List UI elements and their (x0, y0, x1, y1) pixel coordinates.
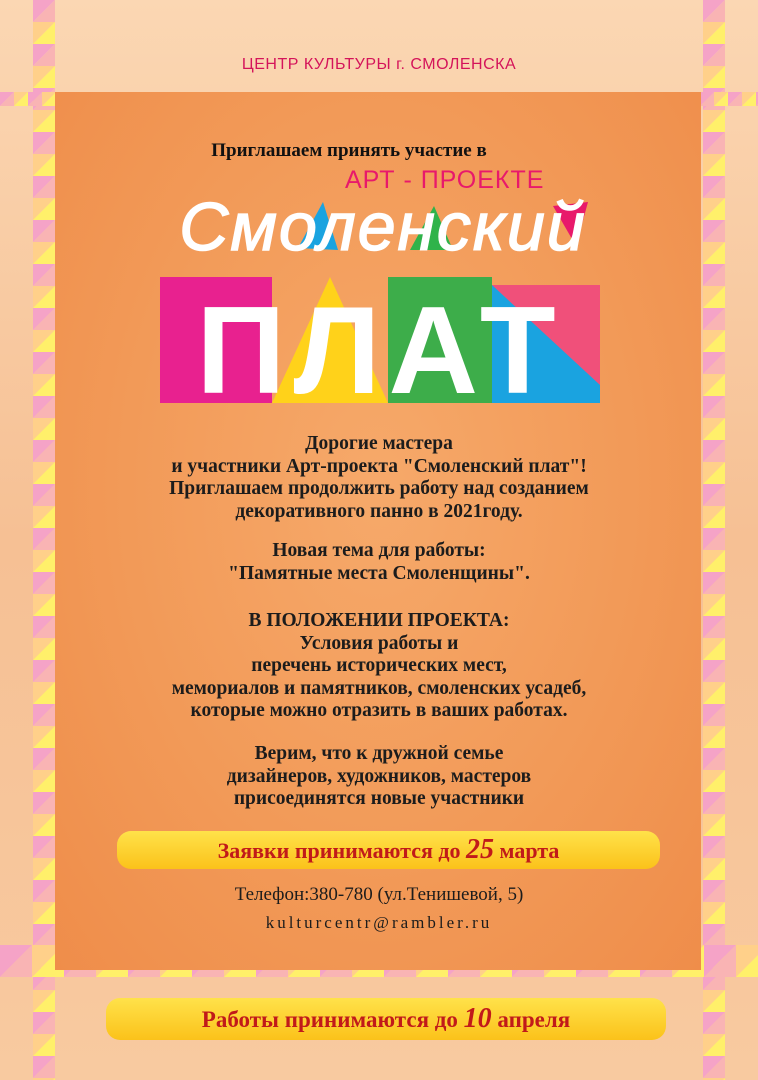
deadline-month: апреля (497, 1007, 571, 1032)
closing-line: дизайнеров, художников, мастеров (226, 765, 532, 787)
title-plat (160, 275, 600, 405)
theme-block (60, 540, 698, 585)
theme-line: Новая тема для работы: (272, 540, 486, 561)
greeting-block (60, 433, 698, 523)
title-smolensky-graphic (148, 188, 618, 264)
regulation-heading: В ПОЛОЖЕНИИ ПРОЕКТА: (248, 610, 510, 631)
deadline-prefix: Заявки принимаются до (217, 838, 461, 863)
applications-deadline-badge (117, 831, 660, 869)
deadline-day: 25 (466, 834, 495, 865)
deadline-month: марта (499, 838, 560, 863)
invite-text: Приглашаем принять участие в (211, 140, 487, 161)
regulation-line: мемориалов и памятников, смоленских усадеб, (171, 677, 587, 699)
regulation-line: которые можно отразить в ваших работах. (190, 700, 568, 721)
deadline-day: 10 (463, 1003, 492, 1034)
closing-block (60, 743, 698, 811)
art-project-label: АРТ - ПРОЕКТЕ (345, 166, 545, 194)
deadline-prefix: Работы принимаются до (201, 1007, 458, 1032)
title-smolensky (148, 188, 618, 264)
organization-header: ЦЕНТР КУЛЬТУРЫ г. СМОЛЕНСКА (241, 56, 517, 73)
title-word-1: Смоленский (179, 189, 587, 264)
title-word-2: ПЛАТ (196, 282, 564, 405)
greeting-line: Дорогие мастера (305, 433, 453, 454)
closing-line: присоединятся новые участники (233, 788, 525, 809)
phone-address: Телефон:380-780 (ул.Тенишевой, 5) (234, 884, 524, 905)
greeting-line: Приглашаем продолжить работу над созданием (169, 478, 589, 499)
regulation-block (60, 610, 698, 723)
works-deadline-badge (106, 998, 666, 1040)
invite-line (0, 140, 758, 162)
theme-line: "Памятные места Смоленщины". (228, 562, 530, 584)
regulation-line: перечень исторических мест, (251, 655, 507, 676)
closing-line: Верим, что к дружной семье (254, 743, 504, 764)
regulation-line: Условия работы и (299, 632, 459, 654)
greeting-line: и участники Арт-проекта "Смоленский плат"! (171, 455, 587, 477)
email-address[interactable]: kulturcentr@rambler.ru (265, 913, 493, 932)
greeting-line: декоративного панно в 2021году. (235, 500, 523, 522)
title-plat-graphic (160, 275, 600, 405)
